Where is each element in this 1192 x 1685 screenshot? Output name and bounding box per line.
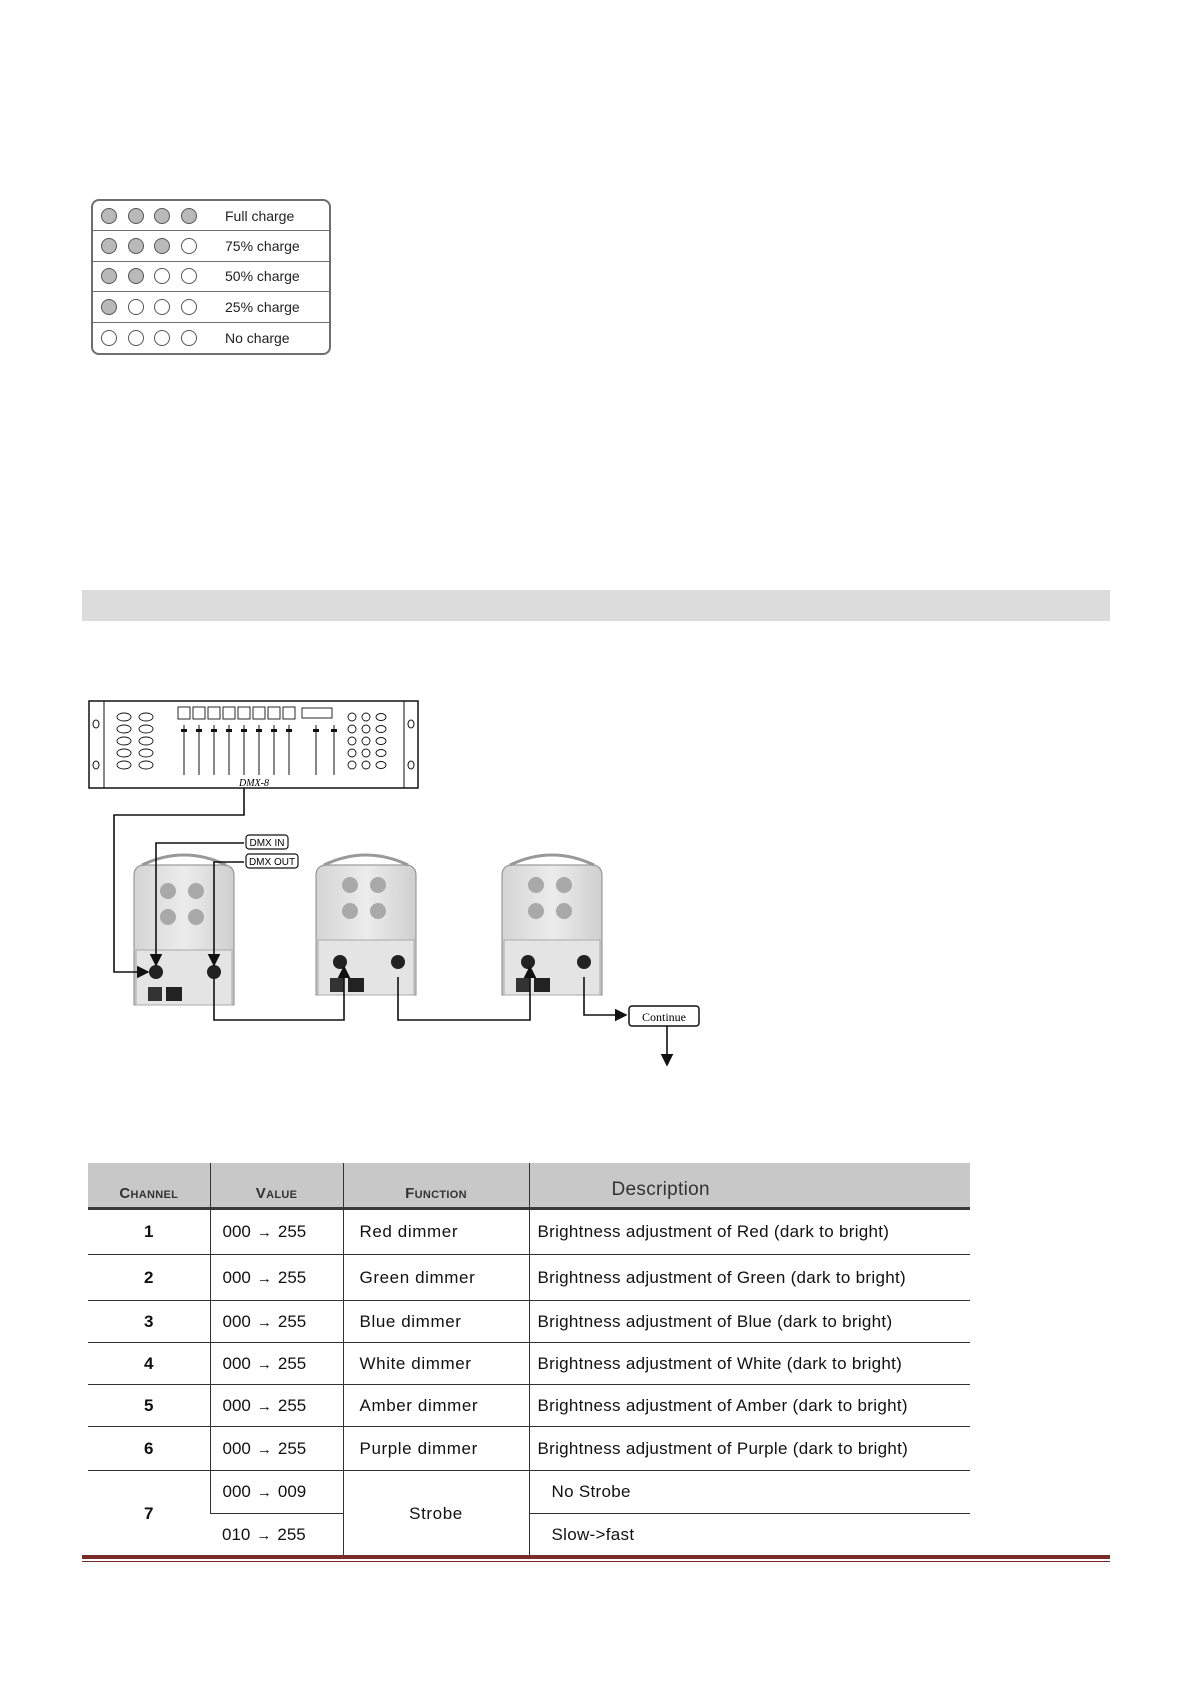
description-cell: Brightness adjustment of Amber (dark to bright): [529, 1385, 970, 1427]
value-cell: [210, 1385, 343, 1427]
table-row: [88, 1209, 970, 1255]
battery-row: [93, 201, 329, 231]
battery-label: 25% charge: [225, 298, 300, 315]
dmx-wiring-diagram: [84, 695, 704, 1075]
led-indicator-icon: [181, 238, 197, 254]
value-to: 255: [277, 1395, 307, 1415]
battery-leds: [101, 238, 207, 254]
value-from: 010: [222, 1525, 251, 1544]
value-to: 255: [277, 1311, 307, 1331]
battery-label: 75% charge: [225, 238, 300, 255]
value-from: 000: [222, 1438, 251, 1458]
led-indicator-icon: [101, 208, 117, 224]
led-indicator-icon: [101, 299, 117, 315]
table-row: [88, 1343, 970, 1385]
led-indicator-icon: [181, 208, 197, 224]
fixture-2-icon: [316, 855, 416, 995]
value-cell: [210, 1255, 343, 1301]
battery-label: No charge: [225, 329, 290, 346]
value-from: 000: [222, 1395, 251, 1415]
battery-indicator-table: [91, 199, 331, 355]
value-cell: [210, 1301, 343, 1343]
footer-rule-thin: [82, 1561, 1110, 1562]
arrow-right-icon: →: [256, 1397, 272, 1415]
description-cell: No Strobe: [529, 1471, 970, 1514]
arrow-right-icon: →: [256, 1527, 272, 1544]
column-header-function: Function: [343, 1163, 529, 1209]
column-header-value: Value: [210, 1163, 343, 1209]
function-cell: White dimmer: [343, 1343, 529, 1385]
description-cell: Brightness adjustment of Purple (dark to bright): [529, 1427, 970, 1471]
led-indicator-icon: [101, 330, 117, 346]
column-header-description: Description: [529, 1163, 970, 1209]
channel-cell: 4: [88, 1343, 210, 1385]
led-indicator-icon: [154, 268, 170, 284]
led-indicator-icon: [128, 299, 144, 315]
arrow-right-icon: →: [256, 1484, 272, 1501]
fixture-1-icon: [134, 855, 234, 1005]
table-row: [88, 1385, 970, 1427]
description-cell: Slow->fast: [529, 1514, 970, 1557]
arrow-right-icon: →: [256, 1440, 272, 1458]
value-from: 000: [222, 1267, 251, 1287]
led-indicator-icon: [101, 238, 117, 254]
description-cell: Brightness adjustment of White (dark to bright): [529, 1343, 970, 1385]
led-indicator-icon: [154, 238, 170, 254]
function-cell: Red dimmer: [343, 1209, 529, 1255]
description-cell: Brightness adjustment of Blue (dark to bright): [529, 1301, 970, 1343]
arrow-right-icon: →: [256, 1355, 272, 1373]
value-from: 000: [222, 1311, 251, 1331]
value-cell: [210, 1343, 343, 1385]
table-row-strobe: [88, 1514, 970, 1557]
battery-row: [93, 231, 329, 261]
led-indicator-icon: [181, 330, 197, 346]
channel-cell: 3: [88, 1301, 210, 1343]
fixture-3-icon: [502, 855, 602, 995]
value-cell: [210, 1514, 343, 1557]
value-to: 255: [277, 1353, 307, 1373]
arrow-right-icon: →: [256, 1224, 272, 1241]
battery-label: 50% charge: [225, 268, 300, 285]
value-to: 255: [277, 1438, 307, 1458]
battery-leds: [101, 299, 207, 315]
value-cell: [210, 1209, 343, 1255]
value-cell: [210, 1471, 343, 1514]
footer-rule: [82, 1555, 1110, 1559]
table-row: [88, 1427, 970, 1471]
battery-row: [93, 323, 329, 353]
led-indicator-icon: [181, 299, 197, 315]
value-to: 255: [277, 1222, 307, 1241]
battery-row: [93, 262, 329, 292]
battery-row: [93, 292, 329, 322]
continue-label: Continue: [642, 1010, 686, 1024]
dmx-out-label: DMX OUT: [248, 857, 296, 868]
table-row: [88, 1255, 970, 1301]
function-cell: Green dimmer: [343, 1255, 529, 1301]
led-indicator-icon: [128, 238, 144, 254]
description-cell: Brightness adjustment of Red (dark to bright): [529, 1209, 970, 1255]
battery-leds: [101, 330, 207, 346]
led-indicator-icon: [128, 330, 144, 346]
description-cell: Brightness adjustment of Green (dark to bright): [529, 1255, 970, 1301]
led-indicator-icon: [101, 268, 117, 284]
led-indicator-icon: [181, 268, 197, 284]
value-from: 000: [222, 1222, 251, 1241]
led-indicator-icon: [154, 299, 170, 315]
function-cell: Amber dimmer: [343, 1385, 529, 1427]
value-to: 255: [277, 1267, 307, 1287]
dmx-channel-table: [88, 1163, 970, 1557]
value-to: 009: [277, 1482, 307, 1501]
function-cell: Blue dimmer: [343, 1301, 529, 1343]
channel-cell: 1: [88, 1209, 210, 1255]
table-row: [88, 1301, 970, 1343]
controller-model-label: DMX-8: [239, 778, 269, 789]
battery-label: Full charge: [225, 207, 295, 224]
battery-leds: [101, 208, 207, 224]
column-header-channel: Channel: [88, 1163, 210, 1209]
table-row-strobe: [88, 1471, 970, 1514]
arrow-right-icon: →: [256, 1313, 272, 1331]
table-header-row: [88, 1163, 970, 1209]
value-cell: [210, 1427, 343, 1471]
value-from: 000: [222, 1482, 251, 1501]
channel-cell: 5: [88, 1385, 210, 1427]
led-indicator-icon: [128, 208, 144, 224]
channel-cell: 2: [88, 1255, 210, 1301]
led-indicator-icon: [128, 268, 144, 284]
channel-cell: 6: [88, 1427, 210, 1471]
dmx-controller-icon: [89, 701, 418, 789]
function-cell: Strobe: [343, 1471, 529, 1557]
battery-leds: [101, 268, 207, 284]
value-from: 000: [222, 1353, 251, 1373]
function-cell: Purple dimmer: [343, 1427, 529, 1471]
section-heading-band: [82, 590, 1110, 621]
arrow-right-icon: →: [256, 1269, 272, 1287]
dmx-in-label: DMX IN: [249, 838, 285, 849]
channel-cell: 7: [88, 1471, 210, 1557]
value-to: 255: [277, 1525, 306, 1544]
led-indicator-icon: [154, 208, 170, 224]
led-indicator-icon: [154, 330, 170, 346]
